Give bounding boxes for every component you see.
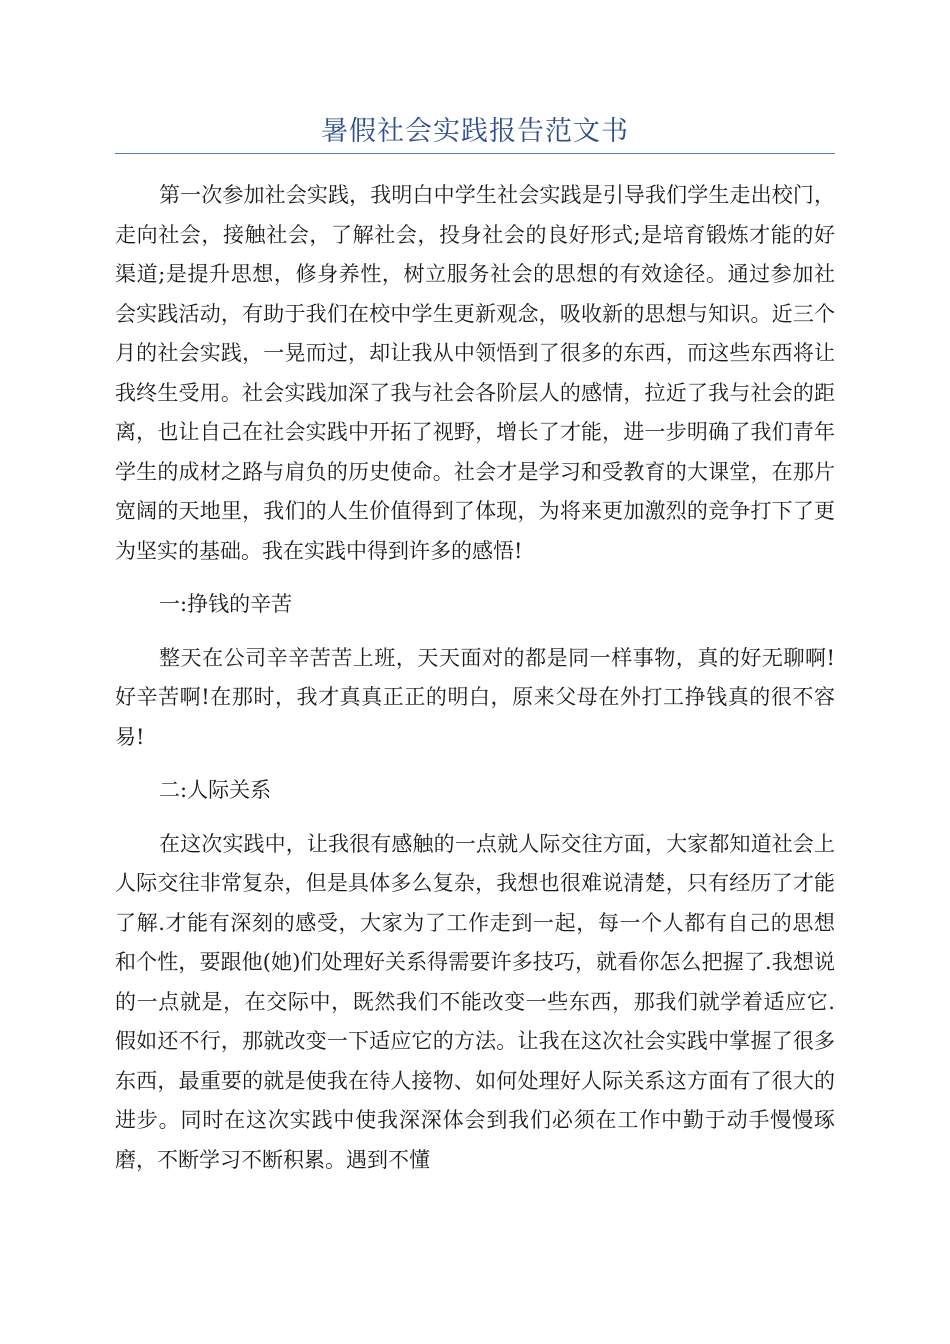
section-1-paragraph: 整天在公司辛辛苦苦上班，天天面对的都是同一样事物，真的好无聊啊!好辛苦啊!在那时，我才真真正正的明白，原来父母在外打工挣钱真的很不容易! [115,645,835,749]
title-underline [115,153,835,154]
document-title: 暑假社会实践报告范文书 [321,116,629,147]
section-2-paragraph: 在这次实践中，让我很有感触的一点就人际交往方面，大家都知道社会上人际交往非常复杂，但是具体多么复杂，我想也很难说清楚，只有经历了才能了解.才能有深刻的感受，大家为了工作走到一起，每一个人都有自己的思想和个性，要跟他(她)们处理好关系得需要许多技巧，就看你怎么把握了.我想说的一点就是，在交际中，既然我们不能改变一些东西，那我们就学着适应它.假如还不行，那就改变一下适应它的方法。让我在这次社会实践中掌握了很多东西，最重要的就是使我在待人接物、如何处理好人际关系这方面有了很大的进步。同时在这次实践中使我深深体会到我们必须在工作中勤于动手慢慢琢磨，不断学习不断积累。遇到不懂 [115,831,835,1172]
intro-paragraph: 第一次参加社会实践，我明白中学生社会实践是引导我们学生走出校门，走向社会，接触社会，了解社会，投身社会的良好形式;是培育锻炼才能的好渠道;是提升思想，修身养性，树立服务社会的思想的有效途径。通过参加社会实践活动，有助于我们在校中学生更新观念，吸收新的思想与知识。近三个月的社会实践，一晃而过，却让我从中领悟到了很多的东西，而这些东西将让我终生受用。社会实践加深了我与社会各阶层人的感情，拉近了我与社会的距离，也让自己在社会实践中开拓了视野，增长了才能，进一步明确了我们青年学生的成材之路与肩负的历史使命。社会才是学习和受教育的大课堂，在那片宽阔的天地里，我们的人生价值得到了体现，为将来更加激烈的竞争打下了更为坚实的基础。我在实践中得到许多的感悟! [115,183,835,563]
section-heading-1: 一:挣钱的辛苦 [159,592,293,616]
section-heading-2: 二:人际关系 [159,778,272,802]
document-body [115,176,835,1180]
